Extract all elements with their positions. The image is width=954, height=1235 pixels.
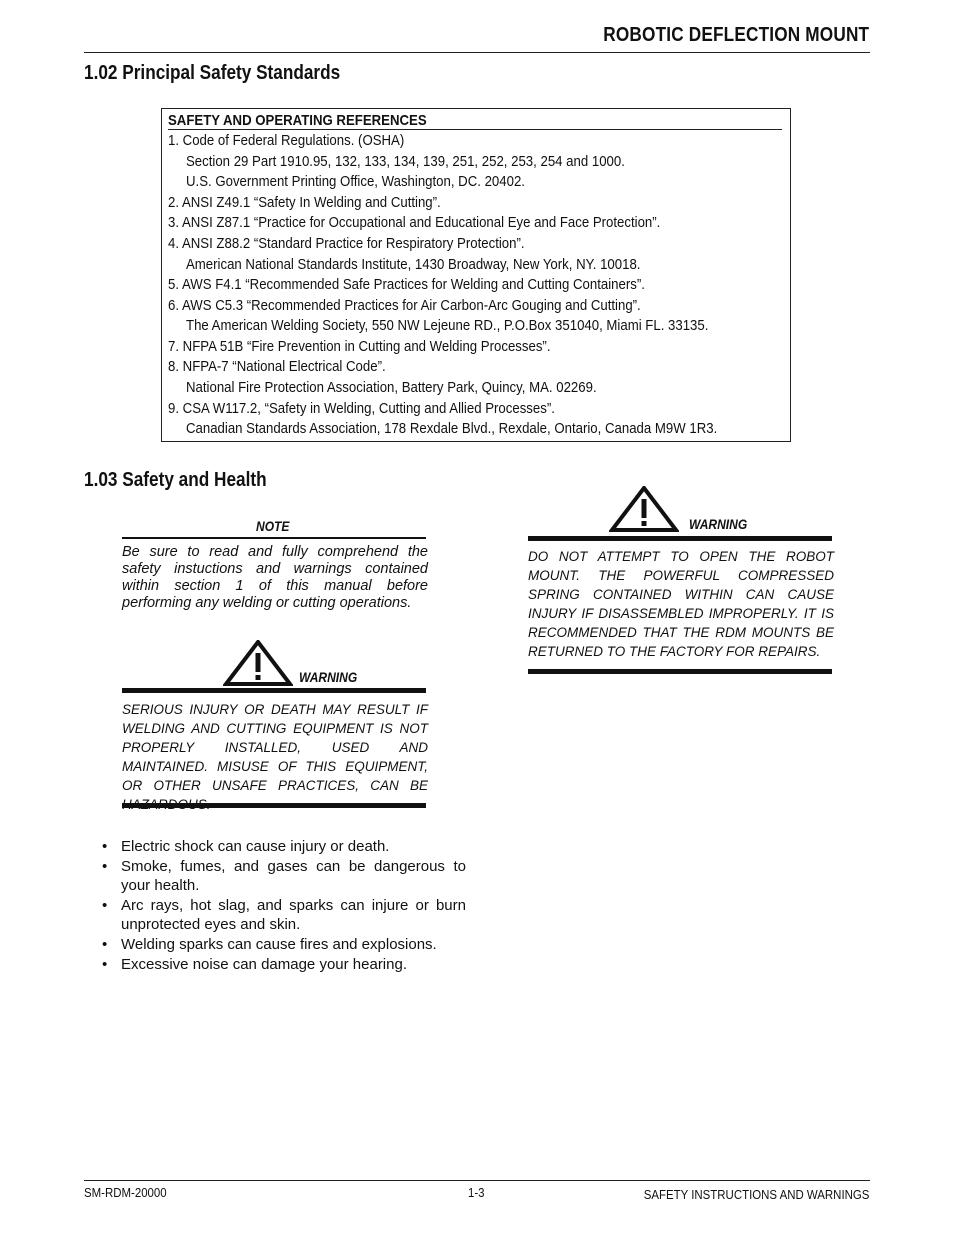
reference-line: American National Standards Institute, 1430 Broadway, New York, NY. 10018. [186,256,641,273]
document-title: ROBOTIC DEFLECTION MOUNT [603,24,869,46]
references-heading: SAFETY AND OPERATING REFERENCES [168,112,427,129]
list-item: • Welding sparks can cause fires and explosions. [102,935,437,953]
bullet-icon: • [102,955,108,973]
warning-left-label: WARNING [299,669,358,685]
warning-right-text: DO NOT ATTEMPT TO OPEN THE ROBOT MOUNT. THE POWERFUL COMPRESSED SPRING CONTAINED WITHIN CAN CAUSE INJURY IF DISASSEMBLED IMPROPERLY. IT IS RECOMMENDED THAT THE RDM MOUNTS BE RETURNED TO THE FACTORY FOR REPAIRS. [528,549,834,659]
warning-triangle-icon [609,486,679,532]
footer-rule [84,1180,870,1181]
reference-line: U.S. Government Printing Office, Washington, DC. 20402. [186,173,525,190]
footer-doc-number: SM-RDM-20000 [84,1185,167,1200]
list-item: • Electric shock can cause injury or death. [102,838,390,855]
reference-line: 5. AWS F4.1 “Recommended Safe Practices for Welding and Cutting Containers”. [168,276,645,293]
footer-section-title: SAFETY INSTRUCTIONS AND WARNINGS [643,1187,869,1202]
reference-line: 8. NFPA-7 “National Electrical Code”. [168,358,386,375]
hazard-list [100,837,466,974]
reference-line: 6. AWS C5.3 “Recommended Practices for Air Carbon-Arc Gouging and Cutting”. [168,297,641,314]
reference-line: 7. NFPA 51B “Fire Prevention in Cutting and Welding Processes”. [168,338,551,355]
reference-line: 4. ANSI Z88.2 “Standard Practice for Respiratory Protection”. [168,235,525,252]
note-label: NOTE [256,518,290,534]
warning-right-label: WARNING [689,516,748,532]
warning-left-top-rule [122,688,426,693]
warning-right-bottom-rule [528,669,832,674]
list-item: • Excessive noise can damage your hearing. [102,955,407,973]
list-item: • Arc rays, hot slag, and sparks can injure or burn unprotected eyes and skin. [102,896,466,934]
bullet-icon: • [102,935,108,953]
header-rule [84,52,870,53]
bullet-icon: • [102,857,108,875]
section-heading-principal-safety-standards: 1.02 Principal Safety Standards [84,62,341,84]
note-rule [122,537,426,539]
references-heading-rule [168,129,782,130]
bullet-icon: • [102,838,108,855]
section-heading-safety-and-health: 1.03 Safety and Health [84,469,267,491]
reference-line: 2. ANSI Z49.1 “Safety In Welding and Cutting”. [168,194,441,211]
note-text: Be sure to read and fully comprehend the safety instuctions and warnings contained within section 1 of this manual before performing any welding or cutting operations. [122,544,428,611]
bullet-icon: • [102,896,108,914]
reference-line: The American Welding Society, 550 NW Lejeune RD., P.O.Box 351040, Miami FL. 33135. [186,317,709,334]
reference-line: 1. Code of Federal Regulations. (OSHA) [168,132,405,149]
reference-line: Section 29 Part 1910.95, 132, 133, 134, 139, 251, 252, 253, 254 and 1000. [186,153,625,170]
warning-triangle-icon [223,640,293,686]
warning-right-top-rule [528,536,832,541]
reference-line: National Fire Protection Association, Battery Park, Quincy, MA. 02269. [186,379,597,396]
warning-left-bottom-rule [122,803,426,808]
footer-page-number: 1-3 [468,1185,485,1200]
reference-line: 9. CSA W117.2, “Safety in Welding, Cutting and Allied Processes”. [168,400,555,417]
reference-line: Canadian Standards Association, 178 Rexdale Blvd., Rexdale, Ontario, Canada M9W 1R3. [186,420,718,437]
warning-left-text: SERIOUS INJURY OR DEATH MAY RESULT IF WELDING AND CUTTING EQUIPMENT IS NOT PROPERLY INSTALLED, USED AND MAINTAINED. MISUSE OF THIS EQUIPMENT, OR OTHER UNSAFE PRACTICES, CAN BE [122,702,428,793]
reference-line: 3. ANSI Z87.1 “Practice for Occupational and Educational Eye and Face Protection”. [168,214,661,231]
list-item: • Smoke, fumes, and gases can be dangerous to your health. [102,857,466,895]
